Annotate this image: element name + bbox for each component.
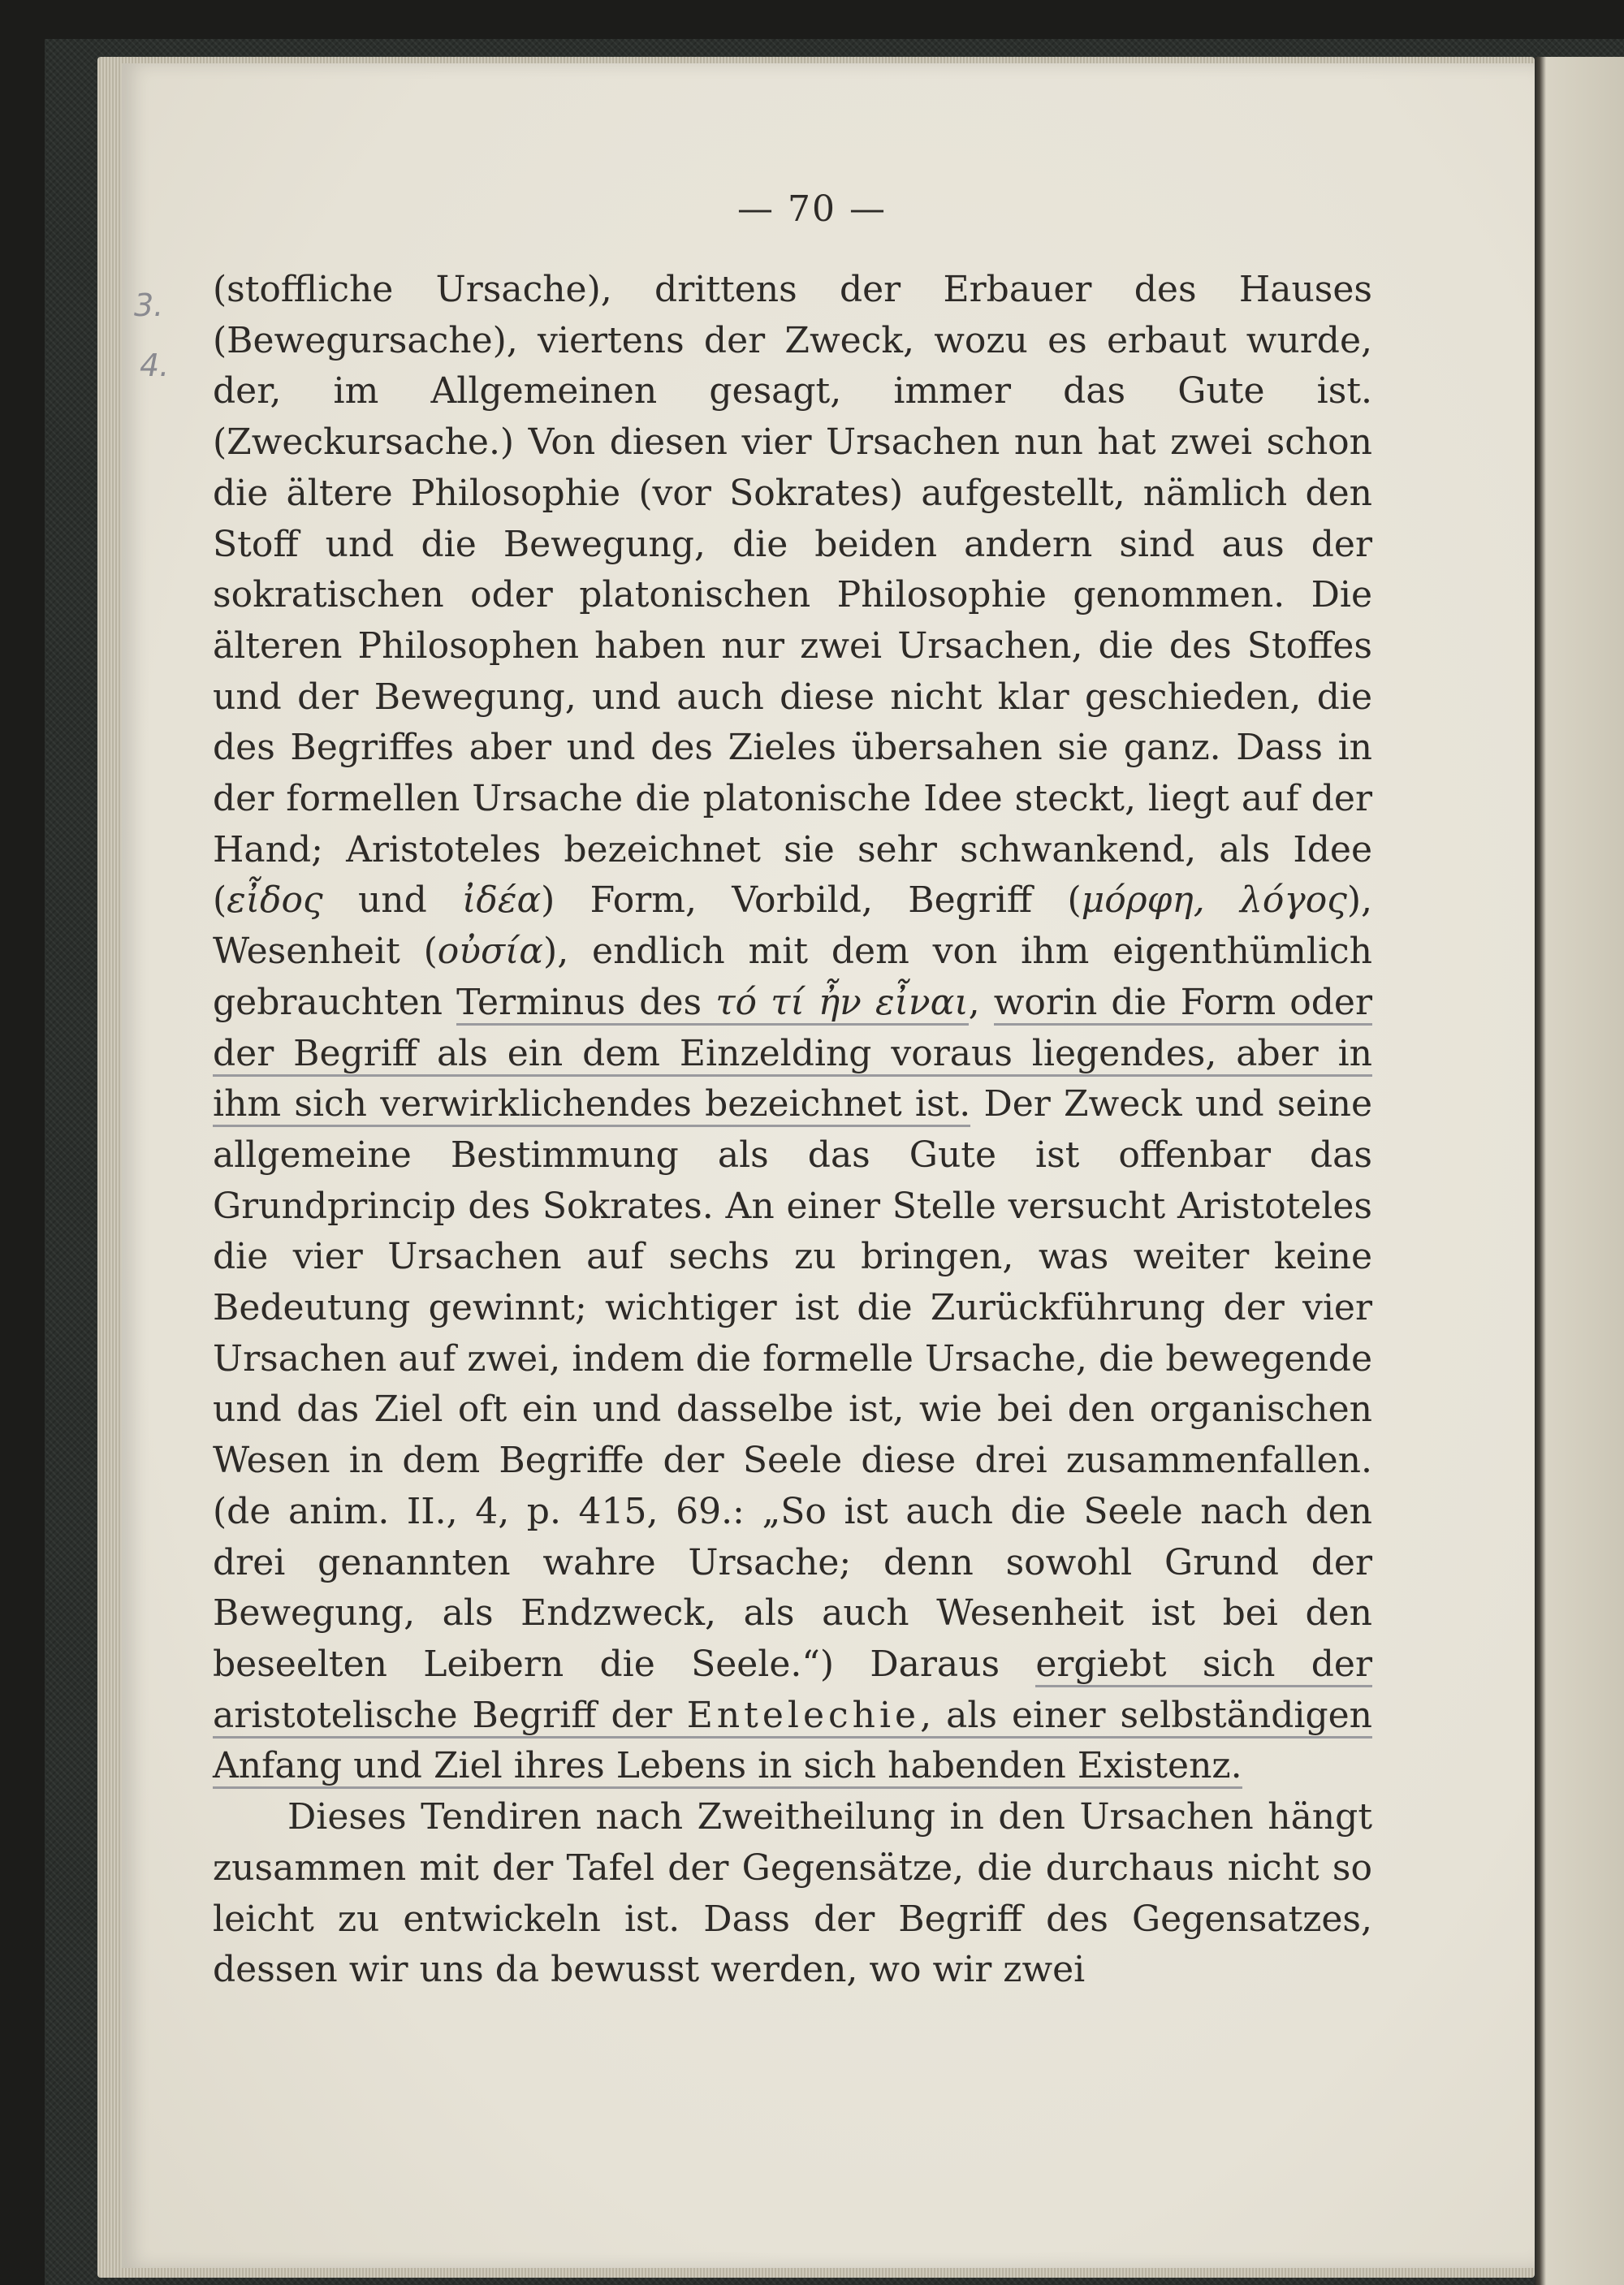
greek-term: οὐσία bbox=[437, 931, 544, 973]
paragraph: Dieses Tendiren nach Zweitheilung in den Ursachen hängt zusammen mit der Tafel der Gegensätze, die durchaus nicht so leicht zu entwickeln ist. Dass der Begriff des Gegensatzes, dessen wir uns da bewusst werden, wo wir zwei bbox=[213, 1796, 1372, 1991]
margin-note: 3. bbox=[134, 287, 164, 323]
text-run: Der Zweck und seine allgemeine Bestimmung als das Gute ist offenbar das Grundprincip des Sokrates. An einer Stelle versucht Aristoteles die vier Ursachen auf sechs zu bringen, was weiter keine Bedeutung gewinnt; wichtiger ist die Zurückführung der vier Ursachen auf zwei, indem die formelle Ursache, die bewegende und das Ziel oft ein und dasselbe ist, wie bei den organischen Wesen in dem Begriffe der Seele diese drei zusammenfallen. (de anim. II., 4, p. 415, 69.: „So ist auch die Seele nach den drei genannten wahre Ursache; denn sowohl Grund der Bewegung, als Endzweck, als auch Wesenheit ist bei den beseelten Leibern die Seele.“) Daraus bbox=[213, 1083, 1372, 1685]
underlined-passage: , als einer selbständigen Anfang und Ziel ihres Lebens in sich habenden Existenz. bbox=[213, 1695, 1372, 1790]
greek-term: ἰδέα bbox=[462, 879, 542, 922]
paragraph bbox=[213, 265, 1372, 1792]
page-body bbox=[213, 265, 1372, 1996]
text-run: und bbox=[322, 879, 463, 922]
underlined-passage: Terminus des bbox=[456, 982, 715, 1026]
margin-note: 4. bbox=[140, 348, 170, 383]
text-run: (stoffliche Ursache), drittens der Erbauer des Hauses (Bewegursache), viertens der Zweck, wozu es erbaut wurde, der, im Allgemeinen gesagt, immer das Gute ist. (Zweckursache.) Von diesen vier Ursachen nun hat zwei schon die ältere Philosophie (vor Sokrates) aufgestellt, nämlich den Stoff und die Bewegung, die beiden andern sind aus der sokratischen oder platonischen Philosophie genommen. Die älteren Philosophen haben nur zwei Ursachen, die des Stoffes und der Bewegung, und auch diese nicht klar geschieden, die des Begriffes aber und des Zieles übersahen sie ganz. Dass in der formellen Ursache die platonische Idee steckt, liegt auf der Hand; Aristoteles bezeichnet sie sehr schwankend, als Idee ( bbox=[213, 269, 1372, 922]
text-run: ) Form, Vorbild, Begriff ( bbox=[541, 879, 1082, 922]
underlined-passage: ergiebt sich der aristotelische Begriff der bbox=[213, 1644, 1372, 1739]
text-run: ), Wesenheit ( bbox=[213, 879, 1372, 973]
text-run: , bbox=[968, 981, 994, 1023]
greek-term: τό τί ἦν εἶναι bbox=[715, 982, 968, 1026]
spaced-term: Entelechie bbox=[687, 1695, 920, 1739]
greek-term: εἶδος bbox=[227, 879, 323, 922]
greek-term: μόρφη, λόγος bbox=[1081, 879, 1347, 922]
underlined-passage: worin die Form oder der Begriff als ein dem Einzelding voraus liegendes, aber in ihm sich verwirklichendes bezeichnet ist. bbox=[213, 982, 1372, 1127]
page-number: — 70 — bbox=[737, 188, 887, 230]
text-run: ), endlich mit dem von ihm eigenthümlich gebrauchten bbox=[213, 931, 1372, 1023]
facing-page-edge bbox=[1535, 57, 1624, 2285]
